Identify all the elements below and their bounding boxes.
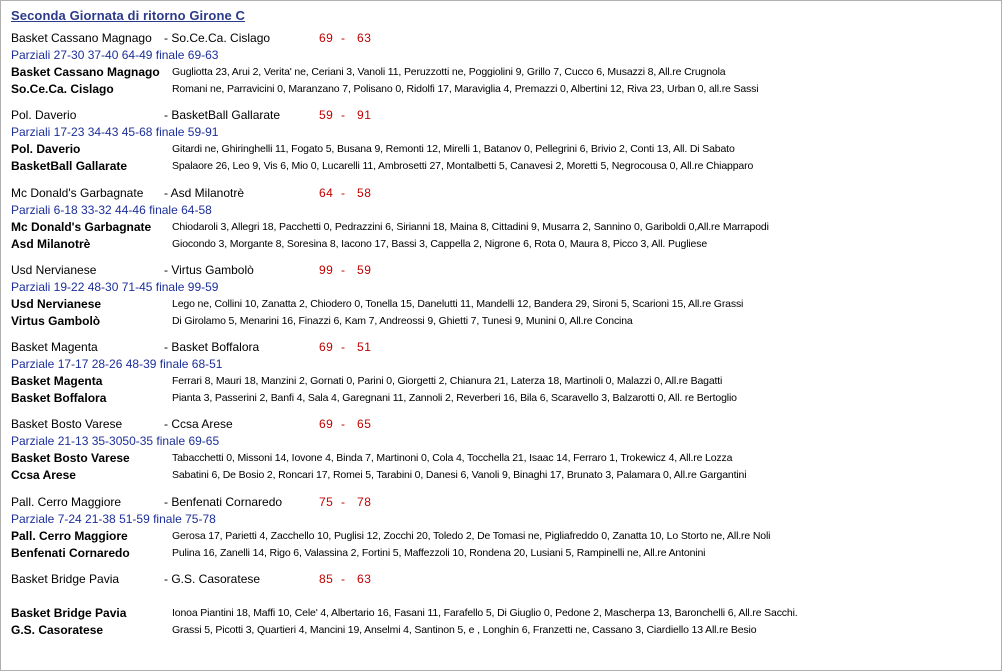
roster-players: Sabatini 6, De Bosio 2, Roncari 17, Romei 5, Tarabini 0, Danesi 6, Vanoli 9, Binaghi 17, Brunato 3, Palamara 0, All.re Gargantini: [172, 469, 747, 481]
page-title[interactable]: Seconda Giornata di ritorno Girone C: [11, 8, 246, 23]
partial-scores: Parziale 21-13 35-3050-35 finale 69-65: [11, 434, 220, 448]
roster-team-name: G.S. Casoratese: [11, 623, 104, 637]
partial-scores: Parziali 19-22 48-30 71-45 finale 99-59: [11, 280, 219, 294]
roster-players: Ionoa Piantini 18, Maffi 10, Cele' 4, Albertario 16, Fasani 11, Farafello 5, Di Giuglio 0, Pedone 2, Mascherpa 13, Baronchelli 6, All.re Sacchi.: [172, 607, 798, 619]
match-score: 69 - 51: [319, 340, 372, 354]
roster-team-name: Asd Milanotrè: [11, 237, 91, 251]
roster-players: Pianta 3, Passerini 2, Banfi 4, Sala 4, Garegnani 11, Zannoli 2, Reverberi 16, Bila 6, Scaravello 3, Balzarotti 0, All. re Bertoglio: [172, 392, 737, 404]
roster-team-name: Basket Cassano Magnago: [11, 65, 160, 79]
match-away-team: - Ccsa Arese: [164, 417, 233, 431]
roster-players: Gitardi ne, Ghiringhelli 11, Fogato 5, Busana 9, Remonti 12, Mirelli 1, Batanov 0, Pellegrini 6, Brivio 2, Conti 13, All. Di Sabato: [172, 143, 735, 155]
roster-players: Tabacchetti 0, Missoni 14, Iovone 4, Binda 7, Martinoni 0, Cola 4, Tocchella 21, Isaac 14, Ferraro 1, Trokewicz 4, All.re Lozza: [172, 452, 733, 464]
match-away-team: - Virtus Gambolò: [164, 263, 254, 277]
match-away-team: - Benfenati Cornaredo: [164, 495, 283, 509]
roster-team-name: Benfenati Cornaredo: [11, 546, 130, 560]
roster-players: Ferrari 8, Mauri 18, Manzini 2, Gornati 0, Parini 0, Giorgetti 2, Chianura 21, Laterza 18, Martinoli 0, Malazzi 0, All.re Bagatti: [172, 375, 723, 387]
match-away-team: - Basket Boffalora: [164, 340, 260, 354]
match-score: 59 - 91: [319, 108, 372, 122]
partial-scores: Parziale 7-24 21-38 51-59 finale 75-78: [11, 512, 216, 526]
match-away-team: - G.S. Casoratese: [164, 572, 261, 586]
match-home-team: Basket Bosto Varese: [11, 417, 123, 431]
roster-players: Di Girolamo 5, Menarini 16, Finazzi 6, Kam 7, Andreossi 9, Ghietti 7, Tunesi 9, Munini 0, All.re Concina: [172, 315, 633, 327]
roster-players: Spalaore 26, Leo 9, Vis 6, Mio 0, Lucarelli 11, Ambrosetti 27, Montalbetti 5, Canavesi 2, Moretti 5, Negrocousa 0, All.re Chiapparo: [172, 160, 754, 172]
roster-team-name: Pol. Daverio: [11, 142, 81, 156]
match-home-team: Pol. Daverio: [11, 108, 77, 122]
roster-players: Gerosa 17, Parietti 4, Zacchello 10, Puglisi 12, Zocchi 20, Toledo 2, De Tomasi ne, Pigliafreddo 0, Zanatta 10, Lo Storto ne, All.re Noli: [172, 530, 771, 542]
roster-team-name: Mc Donald's Garbagnate: [11, 220, 152, 234]
match-away-team: - BasketBall Gallarate: [164, 108, 281, 122]
roster-players: Romani ne, Parravicini 0, Maranzano 7, Polisano 0, Ridolfi 17, Maraviglia 4, Premazzi 0, Albertini 12, Riva 23, Urban 0, all.re Sassi: [172, 83, 759, 95]
roster-team-name: Basket Boffalora: [11, 391, 107, 405]
roster-team-name: Usd Nervianese: [11, 297, 102, 311]
match-score: 69 - 63: [319, 31, 372, 45]
match-score: 64 - 58: [319, 186, 372, 200]
match-home-team: Mc Donald's Garbagnate: [11, 186, 144, 200]
match-score: 85 - 63: [319, 572, 372, 586]
roster-team-name: So.Ce.Ca. Cislago: [11, 82, 114, 96]
roster-players: Gugliotta 23, Arui 2, Verita' ne, Ceriani 3, Vanoli 11, Peruzzotti ne, Poggiolini 9, Grillo 7, Cucco 6, Musazzi 8, All.re Crugnola: [172, 66, 726, 78]
roster-players: Pulina 16, Zanelli 14, Rigo 6, Valassina 2, Fortini 5, Maffezzoli 10, Rondena 20, Lusiani 5, Rampinelli ne, All.re Antonini: [172, 547, 706, 559]
roster-players: Chiodaroli 3, Allegri 18, Pacchetti 0, Pedrazzini 6, Sirianni 18, Maina 8, Cittadini 9, Musarra 2, Sannino 0, Gariboldi 0,All.re Marrapodi: [172, 221, 769, 233]
match-score: 99 - 59: [319, 263, 372, 277]
match-home-team: Basket Magenta: [11, 340, 98, 354]
roster-players: Giocondo 3, Morgante 8, Soresina 8, Iacono 17, Bassi 3, Cappella 2, Nigrone 6, Rota 0, Maura 8, Picco 3, All. Pugliese: [172, 238, 708, 250]
match-home-team: Basket Cassano Magnago: [11, 31, 152, 45]
partial-scores: Parziali 6-18 33-32 44-46 finale 64-58: [11, 203, 212, 217]
partial-scores: Parziali 17-23 34-43 45-68 finale 59-91: [11, 125, 219, 139]
match-away-team: - Asd Milanotrè: [164, 186, 245, 200]
roster-team-name: Ccsa Arese: [11, 468, 76, 482]
roster-players: Grassi 5, Picotti 3, Quartieri 4, Mancini 19, Anselmi 4, Santinon 5, e , Longhin 6, Franzetti ne, Cassano 3, Ciardiello 13 All.re Besio: [172, 624, 757, 636]
match-home-team: Basket Bridge Pavia: [11, 572, 120, 586]
partial-scores: Parziale 17-17 28-26 48-39 finale 68-51: [11, 357, 223, 371]
roster-team-name: BasketBall Gallarate: [11, 159, 128, 173]
match-score: 69 - 65: [319, 417, 372, 431]
match-home-team: Pall. Cerro Maggiore: [11, 495, 122, 509]
match-score: 75 - 78: [319, 495, 372, 509]
match-away-team: - So.Ce.Ca. Cislago: [164, 31, 271, 45]
roster-players: Lego ne, Collini 10, Zanatta 2, Chiodero 0, Tonella 15, Danelutti 11, Mandelli 12, Bandera 29, Sironi 5, Scarioni 15, All.re Grassi: [172, 298, 744, 310]
roster-team-name: Basket Bosto Varese: [11, 451, 130, 465]
roster-team-name: Pall. Cerro Maggiore: [11, 529, 128, 543]
roster-team-name: Basket Bridge Pavia: [11, 606, 127, 620]
roster-team-name: Virtus Gambolò: [11, 314, 101, 328]
roster-team-name: Basket Magenta: [11, 374, 103, 388]
partial-scores: Parziali 27-30 37-40 64-49 finale 69-63: [11, 48, 219, 62]
match-home-team: Usd Nervianese: [11, 263, 97, 277]
